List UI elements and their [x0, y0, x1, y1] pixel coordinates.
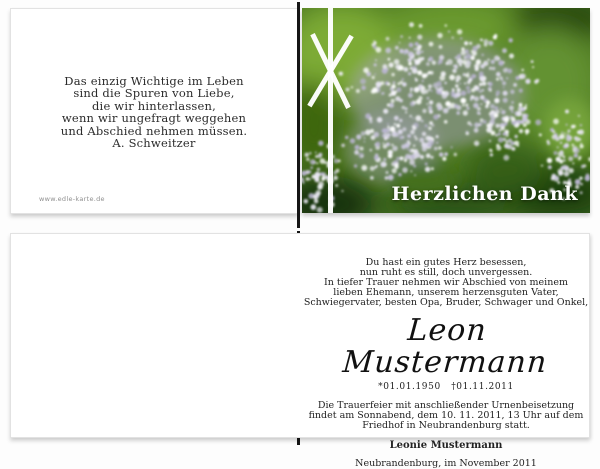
quote-line: wenn wir ungefragt weggehen	[61, 111, 247, 126]
website-watermark: www.edle-karte.de	[39, 195, 105, 203]
quote-line: und Abschied nehmen müssen.	[60, 123, 248, 138]
verse-block	[301, 258, 591, 308]
funeral-block	[301, 401, 591, 431]
verse-line: nun ruht es still, doch unvergessen.	[359, 267, 533, 278]
quote-block	[11, 75, 297, 149]
funeral-line: findet am Sonnabend, dem 10. 11. 2011, 13 Uhr auf dem	[308, 410, 584, 421]
card-front-quote-panel	[10, 8, 298, 214]
verse-line: Du hast ein gutes Herz besessen,	[365, 257, 527, 268]
thanks-title: Herzlichen Dank	[391, 183, 578, 205]
life-dates	[301, 382, 591, 392]
fold-line-top	[297, 2, 300, 228]
quote-line: Das einzig Wichtige im Leben	[64, 74, 244, 88]
memorial-text-block	[301, 258, 591, 469]
funeral-line: Die Trauerfeier mit anschließender Urnenbeisetzung	[317, 400, 575, 411]
card-front-photo-panel	[302, 8, 590, 213]
quote-author: A. Schweitzer	[112, 136, 196, 151]
quote-line: sind die Spuren von Liebe,	[73, 86, 235, 101]
photo-white-band	[328, 8, 333, 213]
quote-line: die wir hinterlassen,	[92, 98, 216, 113]
death-date: †01.11.2011	[451, 382, 514, 392]
verse-line: Schwiegervater, besten Opa, Bruder, Schwager und Onkel,	[303, 297, 589, 308]
mourner-name: Leonie Mustermann	[389, 440, 503, 451]
place-date-line: Neubrandenburg, im November 2011	[355, 458, 537, 469]
funeral-line: Friedhof in Neubrandenburg statt.	[362, 420, 530, 431]
deceased-name: Leon Mustermann	[341, 313, 549, 380]
birth-date: *01.01.1950	[378, 382, 441, 392]
verse-line: lieben Ehemann, unserem herzensguten Vater,	[333, 287, 559, 298]
verse-line: In tiefer Trauer nehmen wir Abschied von meinem	[324, 277, 568, 288]
card-inner-panel	[10, 233, 590, 469]
